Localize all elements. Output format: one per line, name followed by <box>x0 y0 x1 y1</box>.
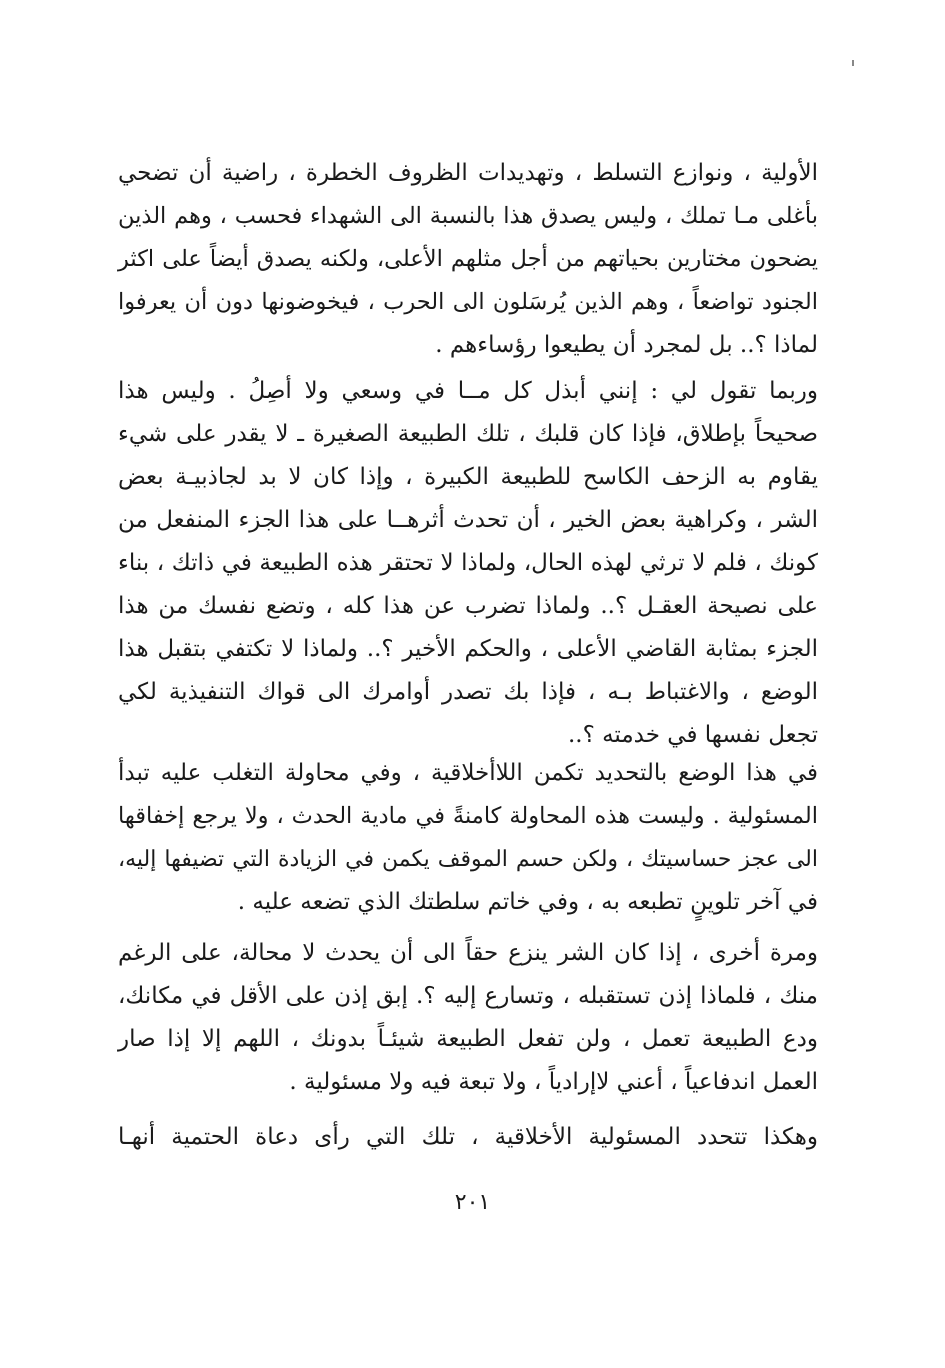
text-line: العمل اندفاعياً ، أعني لاإرادياً ، ولا تبعة فيه ولا مسئولية . <box>289 1069 818 1095</box>
text-line: صحيحاً بإطلاق، فإذا كان قلبك ، تلك الطبيعة الصغيرة ـ لا يقدر على شيء <box>118 421 818 447</box>
text-line: وربما تقول لي : إنني أبذل كل مــا في وسعي ولا أصِلُ . وليس هذا <box>118 378 818 404</box>
paragraph-1 <box>118 152 818 367</box>
text-line: في آخر تلوينٍ تطبعه به ، وفي خاتم سلطتك الذي تضعه عليه . <box>237 889 818 915</box>
paragraph-5 <box>118 1116 818 1159</box>
text-line: يضحون مختارين بحياتهم من أجل مثلهم الأعلى، ولكنه يصدق أيضاً على اكثر <box>118 246 818 272</box>
text-line: وهكذا تتحدد المسئولية الأخلاقية ، تلك التي رأى دعاة الحتمية أنهـا <box>118 1124 818 1150</box>
paragraph-3 <box>118 752 818 924</box>
paragraph-2 <box>118 370 818 757</box>
text-line: على نصيحة العقـل ؟.. ولماذا تضرب عن هذا كله ، وتضع نفسك من هذا <box>118 593 818 619</box>
text-line: الأولية ، ونوازع التسلط ، وتهديدات الظروف الخطرة ، راضية أن تضحي <box>118 160 818 186</box>
scan-mark <box>852 60 854 66</box>
text-line: كونك ، فلم لا ترثي لهذه الحال، ولماذا لا تحتقر هذه الطبيعة في ذاتك ، بناء <box>118 550 818 576</box>
text-line: ومرة أخرى ، إذا كان الشر ينزع حقاً الى أن يحدث لا محالة، على الرغم <box>118 940 818 966</box>
page-number: ٢٠١ <box>454 1190 491 1215</box>
text-line: تجعل نفسها في خدمته ؟.. <box>567 722 818 748</box>
text-line: الى عجز حساسيتك ، ولكن حسم الموقف يكمن في الزيادة التي تضيفها إليه، <box>118 847 818 872</box>
text-line: منك ، فلماذا إذن تستقبله ، وتسارع إليه ؟. إبق إذن على الأقل في مكانك، <box>118 983 818 1009</box>
text-line: الوضع ، والاغتباط بـه ، فإذا بك تصدر أوامرك الى قواك التنفيذية لكي <box>118 679 818 705</box>
text-line: الجزء بمثابة القاضي الأعلى ، والحكم الأخير ؟.. ولماذا لا تكتفي بتقبل هذا <box>118 636 818 662</box>
paragraph-4 <box>118 932 818 1104</box>
text-line: الجنود تواضعاً ، وهم الذين يُرسَلون الى الحرب ، فيخوضونها دون أن يعرفوا <box>118 289 818 315</box>
text-line: المسئولية . وليست هذه المحاولة كامنةً في مادية الحدث ، ولا يرجع إخفاقها <box>118 803 818 829</box>
text-line: في هذا الوضع بالتحديد تكمن اللاأخلاقية ، وفي محاولة التغلب عليه تبدأ <box>118 760 818 786</box>
text-line: يقاوم به الزحف الكاسح للطبيعة الكبيرة ، وإذا كان لا بد لجاذبيـة بعض <box>118 464 818 490</box>
text-line: بأغلى مـا تملك ، وليس يصدق هذا بالنسبة الى الشهداء فحسب ، وهم الذين <box>118 203 818 229</box>
text-line: لماذا ؟.. بل لمجرد أن يطيعوا رؤساءهم . <box>435 332 818 358</box>
text-line: ودع الطبيعة تعمل ، ولن تفعل الطبيعة شيئـاً بدونك ، اللهم إلا إذا صار <box>118 1026 818 1052</box>
text-line: الشر ، وكراهية بعض الخير ، أن تحدث أثرهــا على هذا الجزء المنفعل من <box>118 507 818 533</box>
